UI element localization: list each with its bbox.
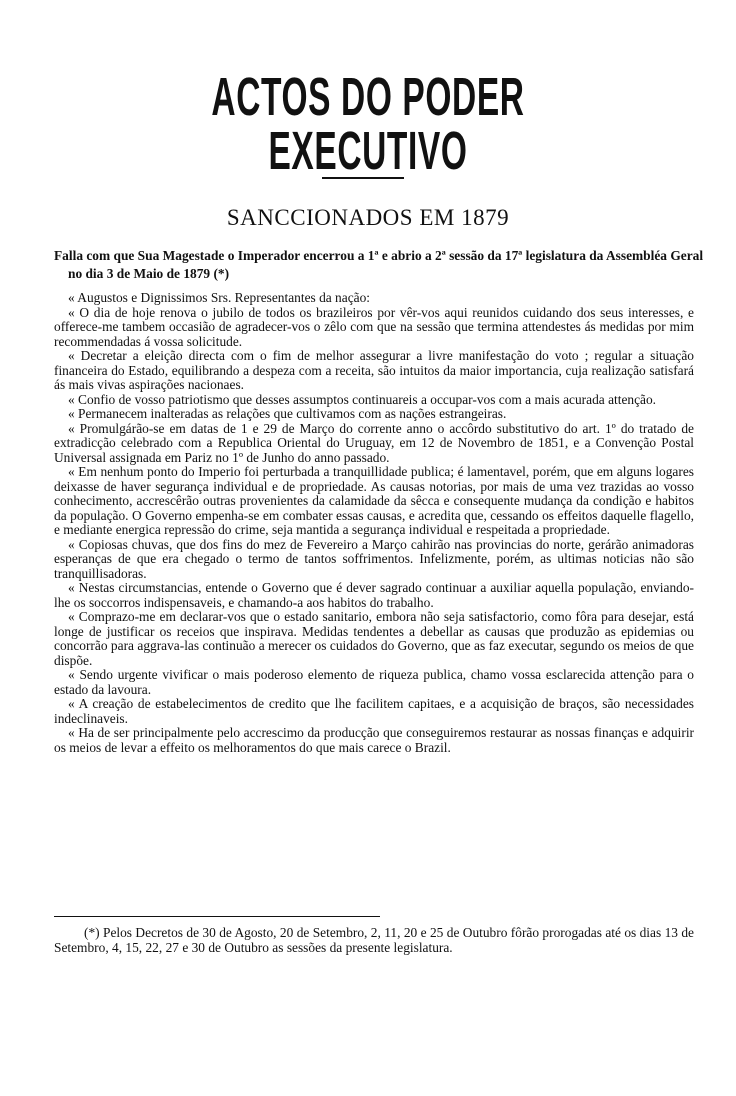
paragraph: « Nestas circumstancias, entende o Governo que é dever sagrado continuar a auxiliar aquella população, enviando-lhe os soccorros indispensaveis, e chamando-a aos habitos do trabalho. (54, 580, 694, 610)
paragraph: « Permanecem inalteradas as relações que cultivamos com as nações estrangeiras. (68, 406, 507, 421)
speech-heading: Falla com que Sua Magestade o Imperador encerrou a 1ª e abrio a 2ª sessão da 17ª legislatura da Assembléa Geral no dia 3 de Maio de 1879 (*) (54, 248, 704, 281)
paragraph: « Promulgárão-se em datas de 1 e 29 de Março do corrente anno o accôrdo substitutivo do art. 1º do tratado de extradicção celebrado com a Republica Oriental do Uruguay, em 12 de Novembro de 1851, e a Convenção Postal Universal assignada em Pariz no 1º de Junho do anno passado. (54, 420, 694, 465)
speech-body (54, 291, 694, 755)
footnote-divider (54, 916, 380, 917)
paragraph: « A creação de estabelecimentos de credito que lhe facilitem capitaes, e a acquisição de braços, são necessidades indeclinaveis. (54, 696, 694, 726)
paragraph: « Augustos e Dignissimos Srs. Representantes da nação: (68, 290, 370, 305)
paragraph: « O dia de hoje renova o jubilo de todos os brazileiros por vêr-vos aqui reunidos cuidando dos seus interesses, e offerece-me tambem occasião de agradecer-vos o zêlo com que na sessão que termina attendestes ás medidas por mim recommendadas á vossa solicitude. (54, 304, 694, 349)
title-divider (322, 177, 404, 179)
section-title: SANCCIONADOS EM 1879 (226, 205, 510, 230)
paragraph: « Em nenhum ponto do Imperio foi perturbada a tranquillidade publica; é lamentavel, porém, que em alguns logares deixasse de haver segurança individual e de propriedade. As causas notorias, por mais de uma vez trazidas ao vosso conhecimento, accrescêrão outras provenientes da calamidade da sêcca e consequente mudança da condição e habitos da população. O Governo empenha-se em combater essas causas, e acredita que, cessando os effeitos daquelle flagello, e mediante energica repressão do crime, seja mantida a segurança individual e respeitada a propriedade. (54, 464, 694, 537)
paragraph: « Ha de ser principalmente pelo accrescimo da producção que conseguiremos restaurar as nossas finanças e adquirir os meios de levar a effeito os melhoramentos do que mais carece o Brazil. (54, 725, 694, 755)
footnote: (*) Pelos Decretos de 30 de Agosto, 20 de Setembro, 2, 11, 20 e 25 de Outubro fôrão prorogadas até os dias 13 de Setembro, 4, 15, 22, 27 e 30 de Outubro as sessões da presente legislatura. (54, 925, 694, 955)
paragraph: « Sendo urgente vivificar o mais poderoso elemento de riqueza publica, chamo vossa esclarecida attenção para o estado da lavoura. (54, 667, 694, 697)
paragraph: « Comprazo-me em declarar-vos que o estado sanitario, embora não seja satisfactorio, como fôra para desejar, está longe de justificar os receios que inspirava. Medidas tendentes a debellar as causas que produzão as epidemias ou concorrão para aggrava-las continuão a merecer os cuidados do Governo, que as faz executar, segundo os meios de que dispõe. (54, 609, 694, 668)
paragraph: « Copiosas chuvas, que dos fins do mez de Fevereiro a Março cahirão nas provincias do norte, gerárão animadoras esperanças de que era chegado o termo de tantos soffrimentos. Infelizmente, porém, as ultimas noticias não são tranquillisadoras. (54, 536, 694, 581)
page-title: ACTOS DO PODER EXECUTIVO (211, 67, 525, 181)
paragraph: « Decretar a eleição directa com o fim de melhor assegurar a livre manifestação do voto ; regular a situação financeira do Estado, equilibrando a despeza com a receita, são intuitos da maior importancia, cuja realização satisfará ás mais vivas aspirações nacionaes. (54, 348, 694, 392)
paragraph: « Confio de vosso patriotismo que desses assumptos continuareis a occupar-vos com a mais acurada attenção. (68, 391, 657, 407)
